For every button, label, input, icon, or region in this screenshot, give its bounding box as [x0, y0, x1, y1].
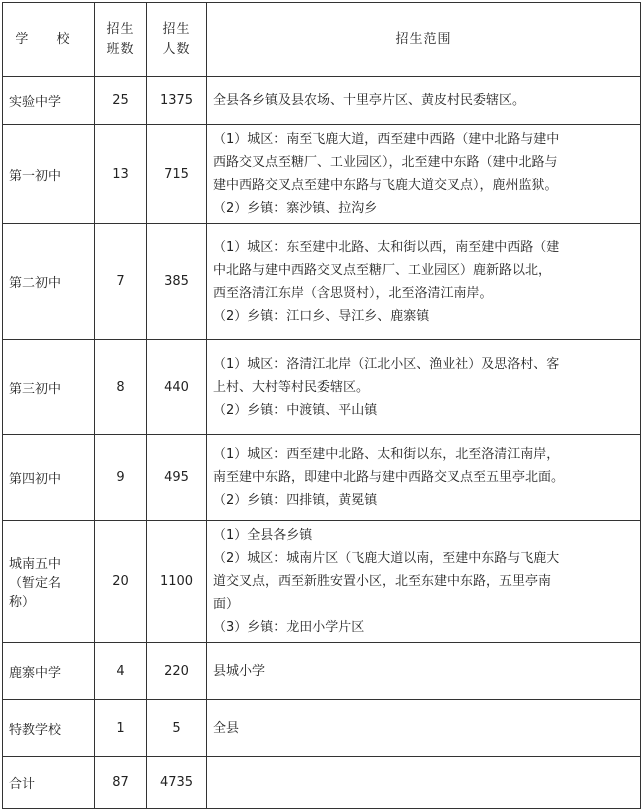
- school-name-line: （暂定名: [9, 576, 62, 591]
- area-line: （2）乡镇：江口乡、导江乡、鹿寨镇: [213, 308, 430, 324]
- school-name-cell: [3, 224, 95, 340]
- header-school: 学 校: [3, 3, 95, 77]
- area-line: 建中西路交叉点至建中东路与飞鹿大道交叉点），鹿州监狱。: [213, 178, 558, 193]
- area-line: （1）城区：西至建中北路、太和街以东，北至洛清江南岸，: [213, 447, 560, 462]
- school-name-line: 实验中学: [9, 95, 62, 110]
- school-name-line: 称）: [9, 595, 36, 610]
- school-name-line: 第二初中: [9, 276, 62, 291]
- table-header-row: [3, 3, 641, 77]
- class-count-cell: 7: [95, 224, 147, 340]
- enrollment-area-cell: [207, 340, 641, 435]
- area-line: 西路交叉点至糖厂、工业园区），北至建中东路（建中北路与: [213, 155, 558, 170]
- class-count-cell: 8: [95, 340, 147, 435]
- school-name-line: 合计: [9, 777, 36, 792]
- table-row: [3, 77, 641, 125]
- student-count-cell: 440: [147, 340, 207, 435]
- area-line: （1）城区：东至建中北路、太和街以西，南至建中西路（建: [213, 239, 560, 255]
- area-line: 全县各乡镇及县农场、十里亭片区、黄皮村民委辖区。: [213, 93, 526, 108]
- student-count-cell: 4735: [147, 757, 207, 809]
- school-name-cell: [3, 125, 95, 224]
- table-row: [3, 700, 641, 757]
- area-line: （1）城区：洛清江北岸（江北小区、渔业社）及思洛村、客: [213, 356, 560, 372]
- area-line: 县城小学: [213, 663, 266, 679]
- table-row: [3, 224, 641, 340]
- class-count-cell: 4: [95, 643, 147, 700]
- table-row: [3, 757, 641, 809]
- area-line: 道交叉点，西至新胜安置小区，北至东建中东路，五里亭南: [213, 574, 552, 589]
- enrollment-table: [2, 2, 641, 809]
- enrollment-area-cell: [207, 224, 641, 340]
- class-count-cell: 9: [95, 435, 147, 521]
- area-line: 上村、大村等村民委辖区。: [213, 379, 370, 395]
- area-line: （1）城区：南至飞鹿大道，西至建中西路（建中北路与建中: [213, 132, 560, 147]
- school-name-line: 第三初中: [9, 381, 62, 397]
- area-line: 面）: [213, 597, 240, 612]
- school-name-line: 第四初中: [9, 472, 62, 487]
- area-line: （2）城区：城南片区（飞鹿大道以南，至建中东路与飞鹿大: [213, 551, 560, 566]
- header-area: 招生范围: [207, 3, 641, 77]
- class-count-cell: 25: [95, 77, 147, 125]
- area-line: （1）全县各乡镇: [213, 528, 313, 543]
- class-count-cell: 87: [95, 757, 147, 809]
- enrollment-area-cell: [207, 757, 641, 809]
- table-row: [3, 521, 641, 643]
- enrollment-area-cell: [207, 521, 641, 643]
- area-line: 全县: [213, 720, 240, 736]
- class-count-cell: 20: [95, 521, 147, 643]
- school-name-line: 鹿寨中学: [9, 665, 62, 681]
- header-students-line2: 人数: [162, 41, 191, 57]
- enrollment-area-cell: [207, 435, 641, 521]
- school-name-line: 城南五中: [9, 557, 62, 572]
- student-count-cell: 495: [147, 435, 207, 521]
- student-count-cell: 1375: [147, 77, 207, 125]
- school-name-cell: [3, 521, 95, 643]
- school-name-line: 第一初中: [9, 168, 62, 184]
- school-name-cell: [3, 340, 95, 435]
- school-name-line: 特教学校: [9, 722, 62, 738]
- enrollment-area-cell: [207, 643, 641, 700]
- enrollment-area-cell: [207, 125, 641, 224]
- area-line: 西至洛清江东岸（含思贤村），北至洛清江南岸。: [213, 285, 493, 301]
- area-line: （2）乡镇：寨沙镇、拉沟乡: [213, 201, 378, 216]
- class-count-cell: 13: [95, 125, 147, 224]
- class-count-cell: 1: [95, 700, 147, 757]
- school-name-cell: [3, 757, 95, 809]
- student-count-cell: 715: [147, 125, 207, 224]
- table-row: [3, 435, 641, 521]
- area-line: （2）乡镇：中渡镇、平山镇: [213, 402, 378, 418]
- enrollment-area-cell: [207, 77, 641, 125]
- school-name-cell: [3, 643, 95, 700]
- student-count-cell: 385: [147, 224, 207, 340]
- student-count-cell: 1100: [147, 521, 207, 643]
- school-name-cell: [3, 77, 95, 125]
- area-line: （3）乡镇：龙田小学片区: [213, 620, 365, 635]
- table-row: [3, 125, 641, 224]
- header-classes-line1: 招生: [106, 21, 135, 37]
- school-name-cell: [3, 435, 95, 521]
- header-students-line1: 招生: [162, 21, 191, 37]
- student-count-cell: 220: [147, 643, 207, 700]
- header-classes: [95, 3, 147, 77]
- table-row: [3, 340, 641, 435]
- area-line: 南至建中东路，即建中北路与建中西路交叉点至五里亭北面。: [213, 470, 565, 485]
- area-line: （2）乡镇：四排镇，黄冕镇: [213, 493, 378, 508]
- table-row: [3, 643, 641, 700]
- area-line: 中北路与建中西路交叉点至糖厂、工业园区）鹿新路以北，: [213, 262, 552, 278]
- header-students: [147, 3, 207, 77]
- school-name-cell: [3, 700, 95, 757]
- header-classes-line2: 班数: [106, 41, 135, 57]
- student-count-cell: 5: [147, 700, 207, 757]
- enrollment-area-cell: [207, 700, 641, 757]
